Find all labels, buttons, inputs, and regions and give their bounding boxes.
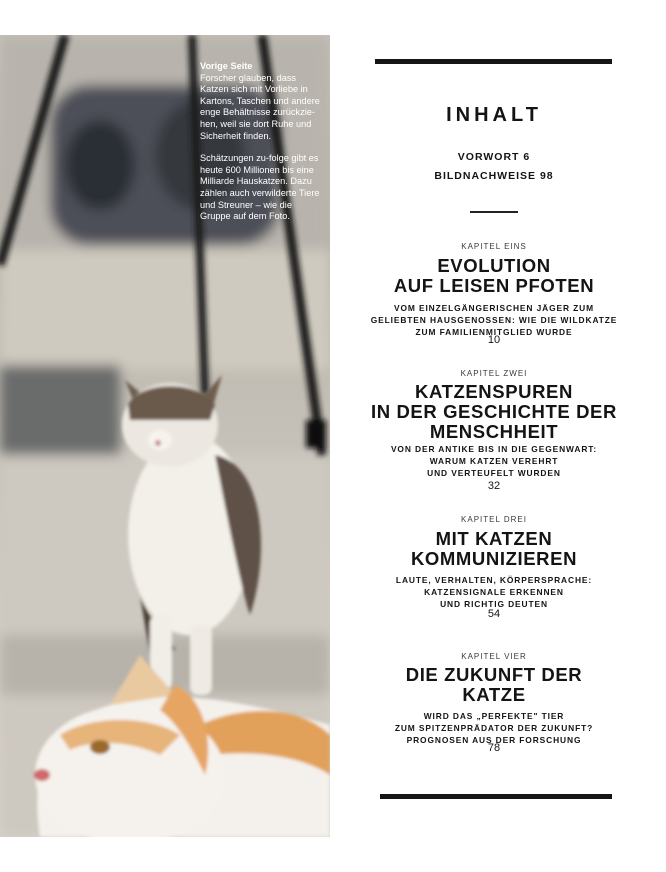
chapter-3-desc-line: LAUTE, VERHALTEN, KÖRPERSPRACHE:: [395, 575, 593, 585]
chapter-1-title-line: EVOLUTION: [437, 255, 551, 276]
caption-paragraph-1: Forscher glauben, dass Katzen sich mit Vorliebe in Kartons, Taschen und andere enge Behältnisse zurückzie-hen, weil sie dort Ruhe und Sicherheit finden.: [200, 72, 320, 141]
chapter-2-page-number[interactable]: 32: [487, 480, 501, 492]
chapter-3-title-line: MIT KATZEN: [435, 528, 553, 549]
front-matter-bildnachweise[interactable]: BILDNACHWEISE 98: [434, 170, 554, 182]
chapter-2-title-line: KATZENSPUREN: [415, 381, 573, 402]
chapter-2-title-line: IN DER GESCHICHTE DER: [371, 401, 617, 422]
chapter-3-desc-line: KATZENSIGNALE ERKENNEN: [424, 587, 564, 597]
chapter-3-label: KAPITEL DREI: [461, 515, 527, 524]
chapter-3-desc-line: UND RICHTIG DEUTEN: [440, 599, 548, 609]
chapter-2-label: KAPITEL ZWEI: [460, 369, 528, 378]
chapter-3-title[interactable]: [360, 529, 628, 569]
chapter-1-title[interactable]: [360, 256, 628, 296]
chapter-4-page-number[interactable]: 78: [487, 742, 501, 754]
chapter-2-desc-line: VON DER ANTIKE BIS IN DIE GEGENWART:: [390, 444, 598, 454]
top-rule: [375, 59, 612, 64]
bottom-rule: [380, 794, 612, 799]
chapter-2-desc-line: UND VERTEUFELT WURDEN: [427, 468, 561, 478]
chapter-4-title[interactable]: [360, 665, 628, 705]
cat-photo: [0, 35, 330, 837]
chapter-4-label: KAPITEL VIER: [461, 652, 527, 661]
chapter-1-page-number[interactable]: 10: [487, 334, 501, 346]
chapter-1-title-line: AUF LEISEN PFOTEN: [393, 275, 595, 296]
chapter-3-description: [360, 574, 628, 610]
chapter-1-desc-line: GELIEBTEN HAUSGENOSSEN: WIE DIE WILDKATZE: [370, 315, 618, 325]
chapter-2-desc-line: WARUM KATZEN VEREHRT: [429, 456, 559, 466]
chapter-3-title-line: KOMMUNIZIEREN: [410, 548, 578, 569]
divider-rule: [470, 211, 518, 213]
caption-paragraph-2: Schätzungen zu-folge gibt es heute 600 Millionen bis eine Milliarde Hauskatzen. Dazu zählen auch verwilderte Tiere und Streuner – wie die Gruppe auf dem Foto.: [200, 153, 320, 222]
caption-block-1: [200, 61, 324, 142]
chapter-3-page-number[interactable]: 54: [487, 608, 501, 620]
contents-title: INHALT: [446, 104, 542, 126]
photo-caption: [200, 61, 324, 234]
chapter-2-description: [360, 443, 628, 479]
chapter-1-label: KAPITEL EINS: [461, 242, 527, 251]
chapter-1-description: [360, 302, 628, 338]
chapter-4-desc-line: PROGNOSEN AUS DER FORSCHUNG: [406, 735, 582, 745]
chapter-4-desc-line: WIRD DAS „PERFEKTE" TIER: [423, 711, 565, 721]
caption-title: Vorige Seite: [200, 61, 253, 71]
chapter-4-desc-line: ZUM SPITZENPRÄDATOR DER ZUKUNFT?: [394, 723, 594, 733]
chapter-4-title-line: KATZE: [462, 684, 526, 705]
front-matter-vorwort[interactable]: VORWORT 6: [457, 151, 531, 163]
chapter-2-title-line: MENSCHHEIT: [429, 421, 559, 442]
chapter-4-title-line: DIE ZUKUNFT DER: [405, 664, 583, 685]
chapter-1-desc-line: ZUM FAMILIENMITGLIED WURDE: [415, 327, 573, 337]
chapter-1-desc-line: VOM EINZELGÄNGERISCHEN JÄGER ZUM: [393, 303, 595, 313]
chapter-2-title[interactable]: [360, 382, 628, 442]
chapter-4-description: [360, 710, 628, 746]
